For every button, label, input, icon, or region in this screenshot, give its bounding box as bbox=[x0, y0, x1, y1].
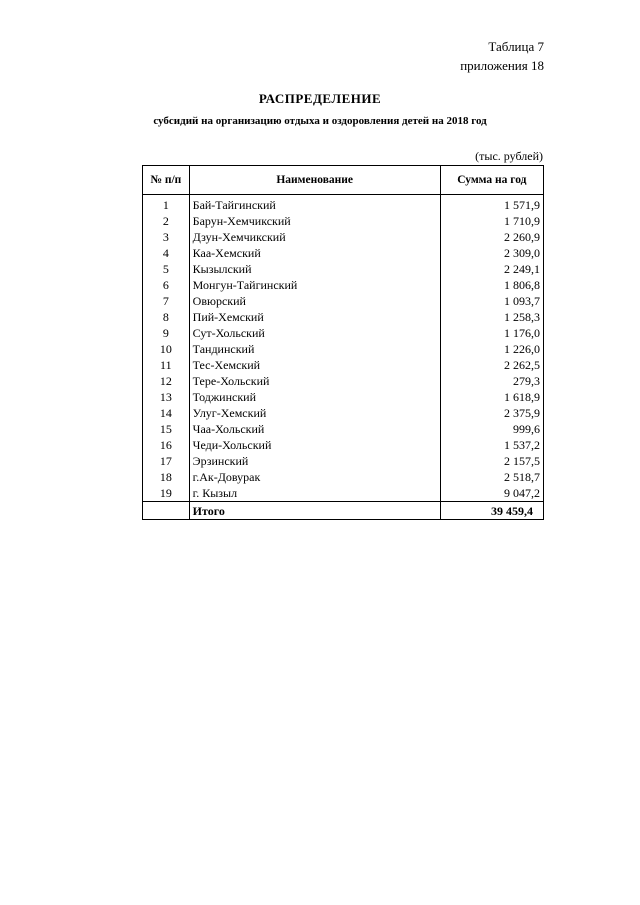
table-row bbox=[143, 437, 544, 453]
row-sum: 2 518,7 bbox=[440, 469, 543, 485]
header-number: № п/п bbox=[143, 166, 190, 195]
table-number: Таблица 7 bbox=[488, 39, 544, 54]
table-row bbox=[143, 485, 544, 502]
row-name: Тоджинский bbox=[189, 389, 440, 405]
row-sum: 2 249,1 bbox=[440, 261, 543, 277]
row-number: 18 bbox=[143, 469, 190, 485]
table-row bbox=[143, 277, 544, 293]
row-name: Овюрский bbox=[189, 293, 440, 309]
row-number: 15 bbox=[143, 421, 190, 437]
row-name: Улуг-Хемский bbox=[189, 405, 440, 421]
table-row bbox=[143, 469, 544, 485]
table-row bbox=[143, 229, 544, 245]
row-name: г.Ак-Довурак bbox=[189, 469, 440, 485]
total-number-cell bbox=[143, 502, 190, 520]
table-row bbox=[143, 213, 544, 229]
row-number: 13 bbox=[143, 389, 190, 405]
table-row bbox=[143, 309, 544, 325]
row-sum: 1 618,9 bbox=[440, 389, 543, 405]
row-sum: 1 093,7 bbox=[440, 293, 543, 309]
row-name: Тере-Хольский bbox=[189, 373, 440, 389]
row-name: Дзун-Хемчикский bbox=[189, 229, 440, 245]
row-number: 9 bbox=[143, 325, 190, 341]
header-name: Наименование bbox=[189, 166, 440, 195]
appendix-number: приложения 18 bbox=[460, 58, 544, 73]
table-row bbox=[143, 195, 544, 214]
row-sum: 1 176,0 bbox=[440, 325, 543, 341]
table-row bbox=[143, 357, 544, 373]
row-sum: 2 262,5 bbox=[440, 357, 543, 373]
document-subtitle: субсидий на организацию отдыха и оздоровления детей на 2018 год bbox=[153, 115, 487, 127]
table-row bbox=[143, 325, 544, 341]
row-number: 1 bbox=[143, 195, 190, 214]
total-row bbox=[143, 502, 544, 520]
row-number: 8 bbox=[143, 309, 190, 325]
row-sum: 1 571,9 bbox=[440, 195, 543, 214]
row-sum: 1 226,0 bbox=[440, 341, 543, 357]
row-name: Тандинский bbox=[189, 341, 440, 357]
row-number: 12 bbox=[143, 373, 190, 389]
table-row bbox=[143, 373, 544, 389]
row-number: 7 bbox=[143, 293, 190, 309]
row-number: 6 bbox=[143, 277, 190, 293]
row-sum: 2 309,0 bbox=[440, 245, 543, 261]
row-number: 17 bbox=[143, 453, 190, 469]
total-label: Итого bbox=[189, 502, 440, 520]
total-sum: 39 459,4 bbox=[440, 502, 543, 520]
row-number: 11 bbox=[143, 357, 190, 373]
row-number: 14 bbox=[143, 405, 190, 421]
row-name: Бай-Тайгинский bbox=[189, 195, 440, 214]
row-sum: 1 710,9 bbox=[440, 213, 543, 229]
row-name: Сут-Хольский bbox=[189, 325, 440, 341]
document-title: РАСПРЕДЕЛЕНИЕ bbox=[258, 91, 382, 106]
table-body bbox=[143, 195, 544, 502]
row-number: 4 bbox=[143, 245, 190, 261]
subsidy-table bbox=[142, 165, 544, 520]
row-name: Чеди-Хольский bbox=[189, 437, 440, 453]
row-sum: 2 157,5 bbox=[440, 453, 543, 469]
row-number: 2 bbox=[143, 213, 190, 229]
table-row bbox=[143, 405, 544, 421]
row-number: 5 bbox=[143, 261, 190, 277]
row-name: Чаа-Хольский bbox=[189, 421, 440, 437]
row-number: 3 bbox=[143, 229, 190, 245]
row-name: Каа-Хемский bbox=[189, 245, 440, 261]
units-note: (тыс. рублей) bbox=[475, 149, 543, 163]
table-row bbox=[143, 341, 544, 357]
row-name: Пий-Хемский bbox=[189, 309, 440, 325]
row-name: Тес-Хемский bbox=[189, 357, 440, 373]
row-number: 16 bbox=[143, 437, 190, 453]
row-sum: 279,3 bbox=[440, 373, 543, 389]
row-name: Монгун-Тайгинский bbox=[189, 277, 440, 293]
row-sum: 2 260,9 bbox=[440, 229, 543, 245]
row-sum: 1 258,3 bbox=[440, 309, 543, 325]
table-row bbox=[143, 261, 544, 277]
table-row bbox=[143, 421, 544, 437]
row-sum: 1 537,2 bbox=[440, 437, 543, 453]
row-number: 10 bbox=[143, 341, 190, 357]
row-sum: 999,6 bbox=[440, 421, 543, 437]
row-sum: 2 375,9 bbox=[440, 405, 543, 421]
row-name: Барун-Хемчикский bbox=[189, 213, 440, 229]
header-sum: Сумма на год bbox=[440, 166, 543, 195]
row-name: Кызылский bbox=[189, 261, 440, 277]
table-row bbox=[143, 453, 544, 469]
table-row bbox=[143, 389, 544, 405]
row-number: 19 bbox=[143, 485, 190, 502]
table-reference bbox=[460, 37, 544, 75]
row-sum: 1 806,8 bbox=[440, 277, 543, 293]
table-row bbox=[143, 245, 544, 261]
table-row bbox=[143, 293, 544, 309]
table-header-row bbox=[143, 166, 544, 195]
row-name: Эрзинский bbox=[189, 453, 440, 469]
row-sum: 9 047,2 bbox=[440, 485, 543, 502]
row-name: г. Кызыл bbox=[189, 485, 440, 502]
